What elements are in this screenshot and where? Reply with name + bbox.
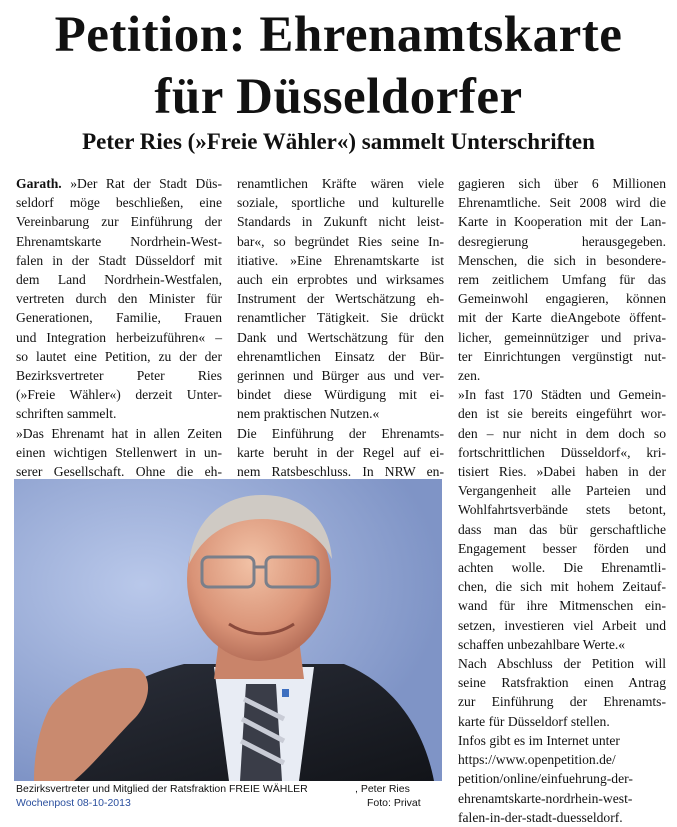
text-line: renamtlichen Kräfte wären viele (237, 176, 444, 191)
text-line: bindet diese Würdigung mit ei- (237, 387, 444, 403)
text-line: Karte in Kooperation mit der Lan- (458, 214, 666, 230)
photo-credit: Foto: Privat (367, 797, 421, 809)
text-line: falen in der Stadt Düsseldorf mit (16, 252, 222, 268)
text-line: Ehrenamtliche. Seit 2008 wird die (458, 195, 666, 211)
text-line: schriften sammelt. (16, 406, 117, 422)
text-line: dass man das bür gerschaftliche (458, 521, 666, 537)
text-line: »In fast 170 Städten und Gemein- (458, 387, 666, 403)
text-line: wand für ihre Mitmenschen ein- (458, 598, 666, 614)
text-line: so lautet eine Petition, zu der der (16, 348, 222, 364)
text-line: vertreten durch den Minister für (16, 291, 222, 307)
article-column-1 (16, 174, 222, 481)
text-line: zen. (458, 368, 481, 384)
text-line: itiative. »Eine Ehrenamtskarte ist (237, 252, 444, 268)
text-line: setzen, investieren viel Arbeit und (458, 617, 666, 633)
text-line: Garath. »Der Rat der Stadt Düs- (16, 176, 222, 191)
text-line: Instrument der Wertschätzung eh- (237, 291, 444, 307)
text-line: desregierung herausgegeben. (458, 233, 666, 249)
text-line: chen, die sich mit hohem Zeitauf- (458, 579, 666, 595)
url-line: https://www.openpetition.de/ (458, 752, 616, 768)
text-line: »Das Ehrenamt hat in allen Zeiten (16, 425, 222, 441)
text-line: karte für Düsseldorf stellen. (458, 713, 610, 729)
text-line: seine Ratsfraktion einen Antrag (458, 675, 666, 691)
text-line: serer Gesellschaft. Ohne die eh- (16, 464, 222, 480)
portrait-photo (14, 479, 442, 781)
text-line: achten wolle. Die Ehrenamtli- (458, 560, 666, 576)
text-line: (»Freie Wähler«) derzeit Unter- (16, 387, 222, 403)
lapel-pin (282, 689, 289, 697)
text-line: gerinnen und Bürger aus und ver- (237, 368, 444, 384)
text-line: Gemeinwohl engagieren, können (458, 291, 666, 307)
text-line: Ehrenamtskarte Nordrhein-West- (16, 233, 222, 249)
text-line: nem praktischen Nutzen.« (237, 406, 380, 422)
url-line: petition/online/einfuehrung-der- (458, 771, 633, 787)
text-line: Vereinbarung zur Einführung der (16, 214, 222, 230)
text-line: ehrenamtlichen Einsatz der Bür- (237, 348, 444, 364)
headline-line-1: Petition: Ehrenamtskarte (54, 7, 623, 63)
text-line: Standards in Zukunft nicht leist- (237, 214, 444, 230)
text-line: soziale, sportliche und kulturelle (237, 195, 444, 211)
text-line: tisiert Ries. »Dabei haben in der (458, 464, 666, 480)
text-line: licher, gemeinnütziger und priva- (458, 329, 666, 345)
text-line: rem zeitlichem Umfang für das (458, 272, 666, 288)
text-line: Dank und Wertschätzung für den (237, 329, 444, 345)
caption-byline: , Peter Ries (355, 783, 410, 795)
headline (0, 4, 677, 128)
dateline: Garath. (16, 176, 62, 191)
text-line: karte beruht in der Regel auf ei- (237, 444, 444, 460)
text-line: schaffen unbezahlbare Werte.« (458, 636, 626, 652)
text-line: nem Ratsbeschluss. In NRW en- (237, 464, 444, 480)
text-line: Infos gibt es im Internet unter (458, 732, 620, 748)
text-line: zur Einführung der Ehrenamts- (458, 694, 666, 710)
photo-caption (16, 782, 446, 810)
text-line: einen wichtigen Stellenwert in un- (16, 444, 222, 460)
text-line: seldorf möge beschließen, eine (16, 195, 222, 211)
url-line: falen-in-der-stadt-duesseldorf. (458, 809, 623, 825)
text-line: und Integration herbeizuführen« – (16, 329, 222, 345)
text-line: Menschen, die sich in besondere- (458, 252, 666, 268)
text-line: bar«, so begründet Ries seine In- (237, 233, 444, 249)
text-line: ter Einrichtungen vergünstigt nut- (458, 348, 666, 364)
text-line: mit der Karte dieAngebote öffent- (458, 310, 666, 326)
text-line: Engagement besser förden und (458, 540, 666, 556)
source-date: Wochenpost 08-10-2013 (16, 797, 131, 809)
text-line: auch ein erprobtes und wirksames (237, 272, 444, 288)
text-line: den – nur nicht in dem doch so (458, 425, 666, 441)
text-line: fortschrittlichen Düsseldorf«, kri- (458, 444, 666, 460)
text-line: gagieren sich über 6 Millionen (458, 176, 666, 191)
text-line: Vergangenheit alle Parteien und (458, 483, 666, 499)
subheadline: Peter Ries (»Freie Wähler«) sammelt Unterschriften (82, 129, 595, 154)
text-line: renamtlicher Tätigkeit. Sie drückt (237, 310, 444, 326)
article-column-2 (237, 174, 444, 481)
text-line: Nach Abschluss der Petition will (458, 656, 666, 672)
caption-text: Bezirksvertreter und Mitglied der Ratsfraktion FREIE WÄHLER (16, 783, 308, 795)
headline-line-2: für Düsseldorfer (154, 69, 523, 125)
portrait-illustration (14, 479, 442, 781)
url-line: ehrenamtskarte-nordrhein-west- (458, 790, 633, 806)
text-line: den ist sie bereits eingeführt wor- (458, 406, 666, 422)
text-line: Die Einführung der Ehrenamts- (237, 425, 444, 441)
text-line: Bezirksvertreter Peter Ries (16, 368, 222, 384)
text-line: dem Land Nordrhein-Westfalen, (16, 272, 222, 288)
text-line: Wohlfahrtsverbände stets betont, (458, 502, 666, 518)
text-line: Generationen, Familie, Frauen (16, 310, 222, 326)
article-column-3 (458, 174, 666, 827)
